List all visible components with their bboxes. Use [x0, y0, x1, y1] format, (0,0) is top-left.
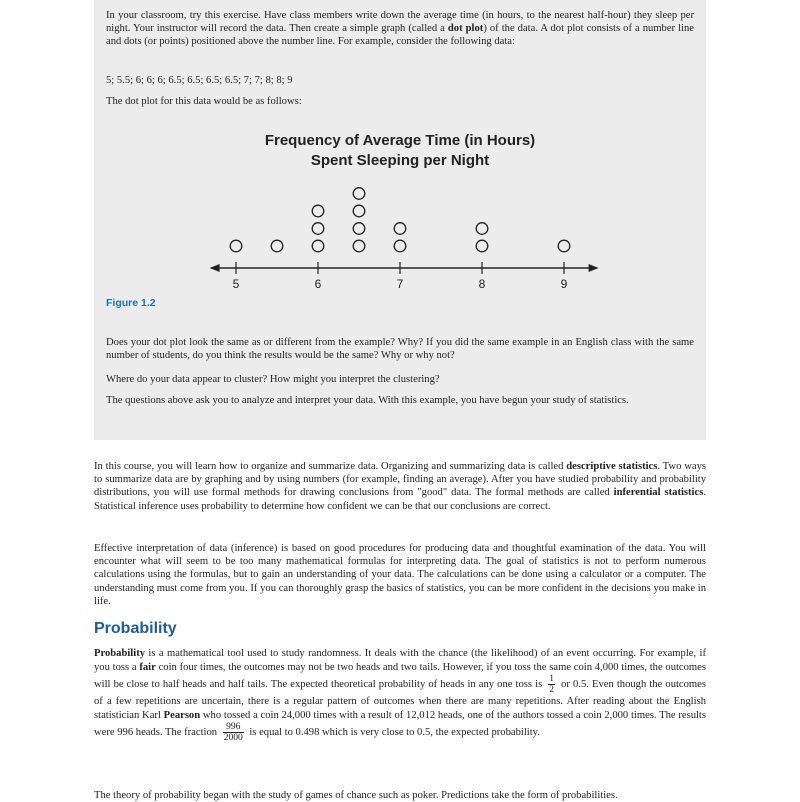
tick-label: 7 — [396, 277, 404, 291]
descriptive-statistics-paragraph: In this course, you will learn how to organize and summarize data. Organizing and summarizing data is called descriptive statistics. Two ways to summarize data are by graphing and by using numbers (for example, finding an average). After you have studied probability and probability distributions, you will use formal methods for drawing conclusions from "good" data. The formal methods are called inferential statistics. Statistical inference uses probability to determine how confident we can be that our conclusions are correct. — [94, 461, 706, 512]
dot-plot-intro: The dot plot for this data would be as follows: — [106, 96, 302, 107]
section-heading-probability: Probability — [94, 620, 177, 637]
tick-label: 8 — [478, 277, 486, 291]
figure-label: Figure 1.2 — [106, 297, 156, 309]
theory-paragraph: The theory of probability began with the study of games of chance such as poker. Predictions take the form of probabilities. — [94, 790, 618, 801]
question-3: The questions above ask you to analyze and interpret your data. With this example, you have begun your study of statistics. — [106, 395, 629, 406]
data-line: 5; 5.5; 6; 6; 6; 6.5; 6.5; 6.5; 6.5; 7; 7; 8; 8; 9 — [106, 75, 293, 86]
chart-title: Frequency of Average Time (in Hours) Spent Sleeping per Night — [264, 132, 536, 169]
fraction-996-2000: $\frac{996}{2000}$ — [223, 722, 243, 744]
try-it-paragraph: In your classroom, try this exercise. Have class members write down the average time (in hours, to the nearest half-hour) they sleep per night. Your instructor will record the data. Then create a simple graph (called a dot plot) of the data. A dot plot consists of a number line and dots (or points) positioned above the number line. For example, consider the following data: — [106, 10, 694, 48]
probability-paragraph: Probability is a mathematical tool used to study randomness. It deals with the chance (the likelihood) of an event occurring. For example, if you toss a fair coin four times, the outcomes may not be two heads and two tails. However, if you toss the same coin 4,000 times, the outcomes will be close to half heads and half tails. The expected theoretical probability of heads in any one toss is $\frac{1}{2}$ or 0.5. Even though the outcomes of a few repetitions are uncertain, there is a regular pattern of outcomes when there are many repetitions. After reading about the English statistician Karl Pearson who tossed a coin 24,000 times with a result of 12,012 heads, one of the authors tossed a coin 2,000 times. The results were 996 heads. The fraction $\frac{996}{2000}$ is equal to 0.498 which is very close to 0.5, the expected probability. — [94, 648, 706, 744]
fraction-one-half: $\frac{1}{2}$ — [549, 674, 555, 696]
question-1: Does your dot plot look the same as or different from the example? Why? If you did the same example in an English class with the same number of students, do you think the results would be the same? Why or why not? — [106, 337, 694, 362]
interpretation-paragraph: Effective interpretation of data (inference) is based on good procedures for producing data and thoughtful examination of the data. You will encounter what will seem to be too many mathematical formulas for interpreting data. The goal of statistics is not to perform numerous calculations using the formulas, but to gain an understanding of your data. The calculations can be done using a calculator or a computer. The understanding must come from you. If you can thoroughly grasp the basics of statistics, you can be more confident in the decisions you make in life. — [94, 543, 706, 607]
tick-label: 9 — [560, 277, 568, 291]
tick-label: 5 — [232, 277, 240, 291]
tick-label: 6 — [314, 277, 322, 291]
question-2: Where do your data appear to cluster? How might you interpret the clustering? — [106, 374, 440, 385]
